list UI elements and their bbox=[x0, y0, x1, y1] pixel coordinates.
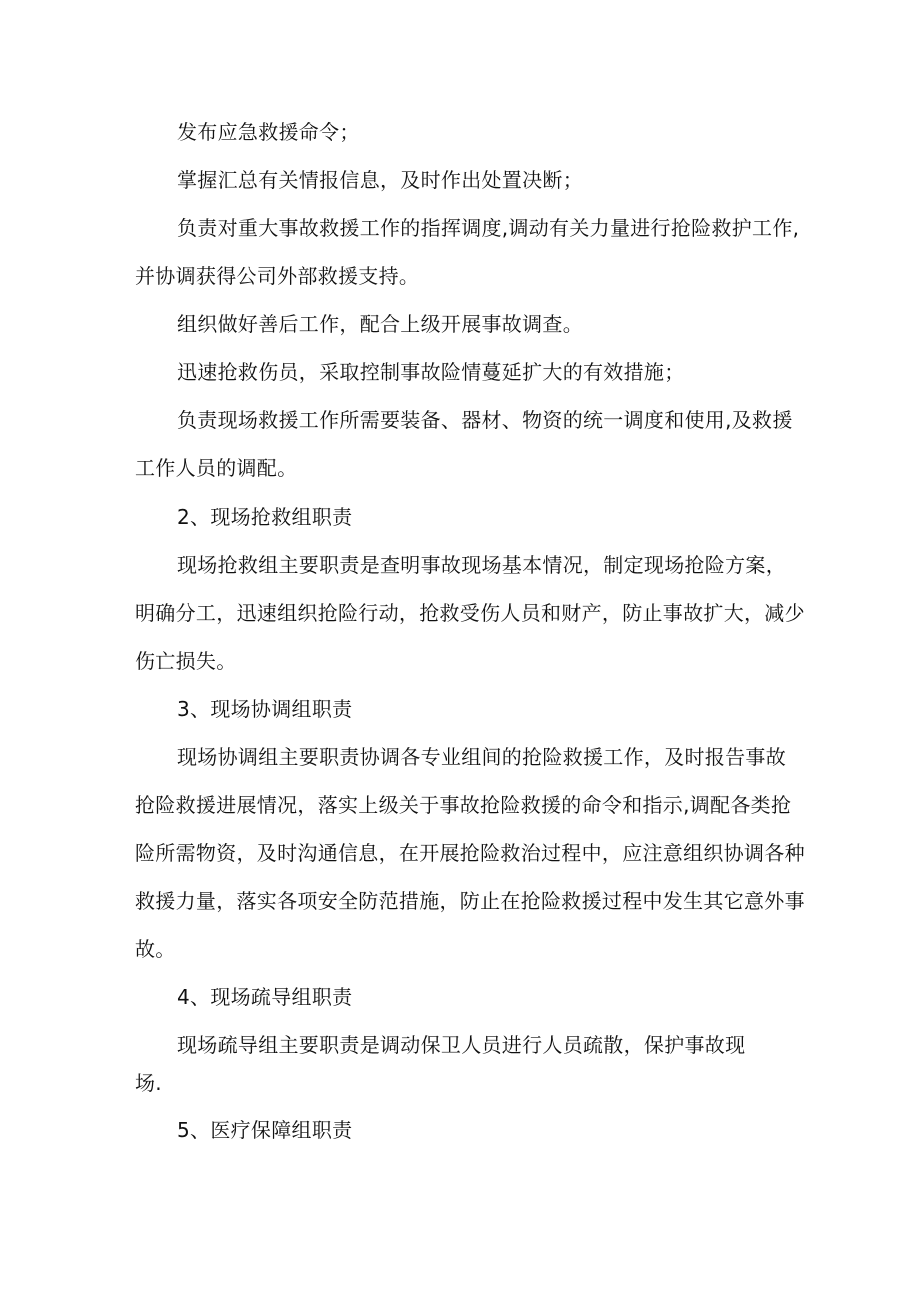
section-heading: 5、医疗保障组职责 bbox=[177, 1118, 353, 1142]
paragraph-line: 并协调获得公司外部救援支持。 bbox=[135, 264, 420, 288]
paragraph-line: 负责对重大事故救援工作的指挥调度,调动有关力量进行抢险救护工作, bbox=[177, 216, 800, 240]
section-heading: 2、现场抢救组职责 bbox=[177, 505, 353, 529]
paragraph-line: 故。 bbox=[135, 937, 176, 961]
paragraph-line: 险所需物资，及时沟通信息，在开展抢险救治过程中，应注意组织协调各种 bbox=[135, 841, 805, 865]
paragraph-line: 负责现场救援工作所需要装备、器材、物资的统一调度和使用,及救援 bbox=[177, 408, 793, 432]
paragraph-line: 明确分工，迅速组织抢险行动，抢救受伤人员和财产，防止事故扩大，减少 bbox=[135, 601, 805, 625]
paragraph-line: 发布应急救援命令； bbox=[177, 120, 360, 144]
section-heading: 3、现场协调组职责 bbox=[177, 697, 353, 721]
paragraph-line: 现场疏导组主要职责是调动保卫人员进行人员疏散，保护事故现 bbox=[177, 1033, 746, 1057]
section-heading: 4、现场疏导组职责 bbox=[177, 985, 353, 1009]
paragraph-line: 场. bbox=[135, 1071, 162, 1095]
paragraph-line: 工作人员的调配。 bbox=[135, 456, 298, 480]
paragraph-line: 救援力量，落实各项安全防范措施，防止在抢险救援过程中发生其它意外事 bbox=[135, 889, 805, 913]
paragraph-line: 组织做好善后工作，配合上级开展事故调查。 bbox=[177, 312, 583, 336]
paragraph-line: 迅速抢救伤员，采取控制事故险情蔓延扩大的有效措施； bbox=[177, 360, 685, 384]
paragraph-line: 伤亡损失。 bbox=[135, 649, 237, 673]
paragraph-line: 现场协调组主要职责协调各专业组间的抢险救援工作，及时报告事故 bbox=[177, 745, 786, 769]
paragraph-line: 抢险救援进展情况，落实上级关于事故抢险救援的命令和指示,调配各类抢 bbox=[135, 793, 792, 817]
paragraph-line: 现场抢救组主要职责是查明事故现场基本情况，制定现场抢险方案， bbox=[177, 553, 786, 577]
paragraph-line: 掌握汇总有关情报信息，及时作出处置决断； bbox=[177, 168, 583, 192]
